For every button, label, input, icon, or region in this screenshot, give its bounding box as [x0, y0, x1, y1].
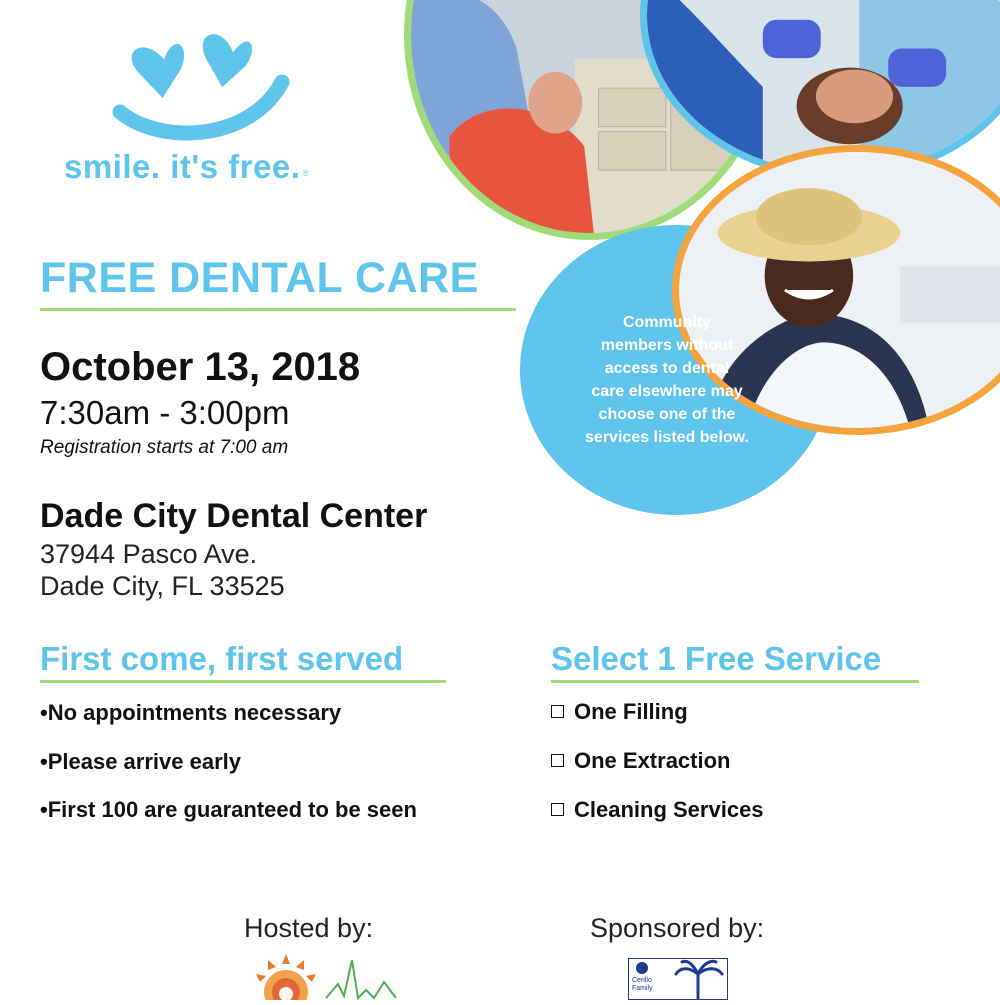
host-sun-logo-icon: [246, 952, 406, 1000]
venue-name: Dade City Dental Center: [40, 497, 428, 535]
first-come-heading: First come, first served: [40, 640, 404, 677]
first-come-divider: [40, 680, 446, 683]
service-option: [551, 699, 688, 725]
event-time: 7:30am - 3:00pm: [40, 394, 290, 431]
checkbox-icon: [551, 803, 564, 816]
service-label: One Extraction: [574, 748, 731, 773]
service-option: [551, 748, 730, 774]
event-date: October 13, 2018: [40, 345, 361, 389]
bubble-line: Community: [623, 314, 711, 331]
sponsor-logo-text: Cerillo Family: [632, 977, 653, 992]
title-divider: [40, 308, 516, 311]
registration-note: Registration starts at 7:00 am: [40, 437, 289, 458]
sponsored-by-label: Sponsored by:: [590, 913, 765, 943]
bubble-line: choose one of the: [598, 406, 736, 423]
bubble-text: [532, 311, 802, 449]
services-divider: [551, 680, 919, 683]
bubble-line: access to dental: [604, 360, 730, 377]
tagline: smile. it's free. ®: [64, 148, 310, 185]
page-title: FREE DENTAL CARE: [40, 254, 479, 302]
service-option: [551, 797, 764, 823]
sponsor-logo: [628, 958, 728, 1000]
venue-address-line2: Dade City, FL 33525: [40, 571, 285, 601]
service-label: Cleaning Services: [574, 797, 764, 822]
bubble-line: members without: [600, 337, 734, 354]
bubble-line: care elsewhere may: [591, 383, 743, 400]
list-item: •First 100 are guaranteed to be seen: [40, 797, 417, 822]
bubble-line: services listed below.: [585, 429, 749, 446]
service-label: One Filling: [574, 699, 688, 724]
checkbox-icon: [551, 705, 564, 718]
list-item: •No appointments necessary: [40, 700, 342, 725]
checkbox-icon: [551, 754, 564, 767]
hosted-by-label: Hosted by:: [244, 913, 374, 943]
registered-mark: ®: [302, 168, 310, 178]
services-heading: Select 1 Free Service: [551, 640, 882, 677]
list-item: •Please arrive early: [40, 749, 241, 774]
venue-address-line1: 37944 Pasco Ave.: [40, 539, 258, 569]
